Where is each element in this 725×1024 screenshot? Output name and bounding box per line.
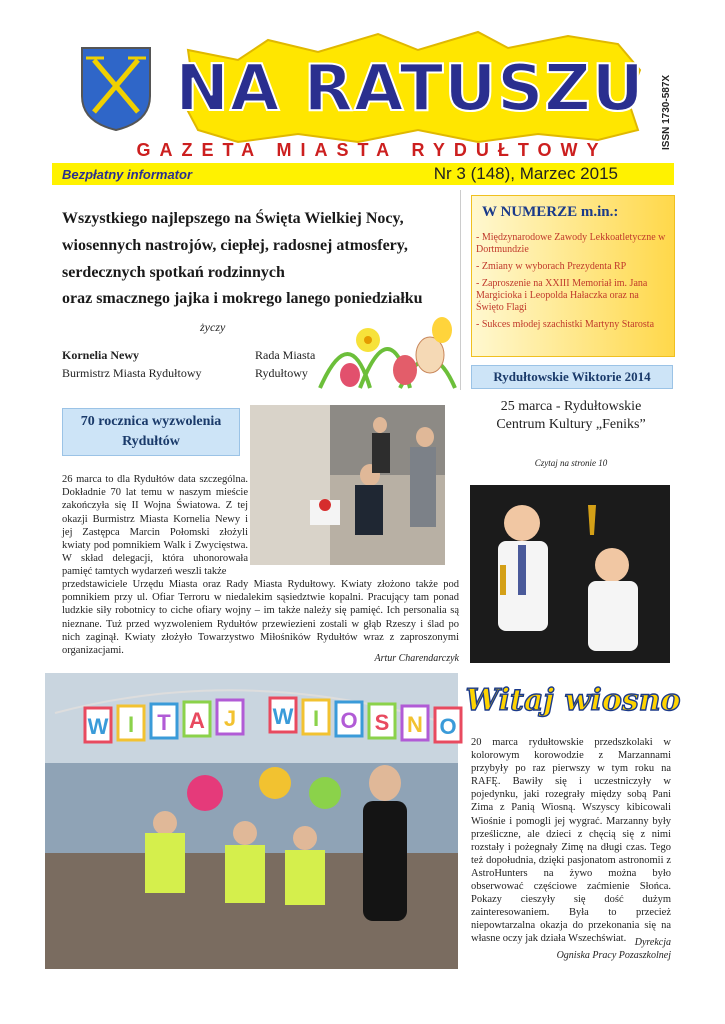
wiktorie-heading: Rydułtowskie Wiktorie 2014	[471, 365, 673, 389]
wiktorie-date-line-2: Centrum Kultury „Feniks”	[496, 417, 646, 432]
greeting-line: Wszystkiego najlepszego na Święta Wielkiej Nocy,	[62, 210, 404, 227]
greeting-line: oraz smacznego jajka i mokrego lanego poniedziałku	[62, 290, 423, 307]
council-line-1: Rada Miasta	[255, 348, 316, 362]
banner-letter: T	[157, 710, 171, 735]
banner-letter: I	[312, 706, 320, 731]
wiktorie-date	[471, 398, 671, 434]
spring-parade-photo	[45, 673, 458, 969]
spring-signature-2: Ogniska Pracy Pozaszkolnej	[556, 950, 671, 961]
read-more-link[interactable]: Czytaj na stronie 10	[534, 458, 608, 468]
council-line-2: Rydułtowy	[255, 366, 308, 380]
greeting-line: serdecznych spotkań rodzinnych	[62, 264, 285, 281]
spring-heading-text: Witaj wiosno	[465, 683, 681, 718]
issn-text: ISSN 1730-587X	[661, 74, 672, 150]
banner-letter: I	[127, 712, 135, 737]
easter-eggs-image	[310, 300, 460, 390]
in-issue-item: - Zmiany w wyborach Prezydenta RP	[476, 261, 627, 272]
signer-role: Burmistrz Miasta Rydułtowy	[62, 366, 202, 380]
anniversary-author: Artur Charendarczyk	[374, 653, 459, 664]
free-label: Bezpłatny informator	[62, 167, 193, 182]
masthead-title: NA RATUSZU	[175, 52, 645, 126]
in-issue-item: - Zaproszenie na XXIII Memoriał im. Jana Margicioka i Leopolda Hałaczka oraz na Święto Flagi	[476, 278, 648, 313]
in-this-issue-box	[471, 195, 675, 357]
wiktorie-date-line-1: 25 marca - Rydułtowskie	[500, 399, 642, 414]
signer-name: Kornelia Newy	[62, 348, 139, 362]
banner-letter: O	[439, 714, 457, 739]
spring-text: 20 marca rydułtowskie przedszkolaki w kolorowym korowodzie z Marzannami przybyły po raz pierwszy w tym roku na RAFĘ. Bawiły się i uczestniczyły w pojedynku, jaki rozegrały między sobą Pani Zima z Panią Wiosną. Wszyscy kibicowali Wiośnie i pomogli jej wygrać. Marzanny były prześliczne, ale dzieci z chęcią się z nimi rozstały i pożegnały Zimę na długi czas. Tego też dopołudnia, dzięki pasjonatom astronomii z AstroHunters na żywo można było obserwować częściowe zaćmienie Słońca. Pokazy cieszyły się dość dużym zainteresowaniem. Była to przecież niepowtarzalna okazja do przekonania się na własne oczy jak działa Wszechświat.	[471, 737, 671, 945]
in-issue-item: - Sukces młodej szachistki Martyny Starosta	[476, 319, 655, 330]
banner-letter: N	[407, 712, 423, 737]
banner-letter: A	[189, 708, 205, 733]
masthead-banner	[175, 30, 645, 148]
anniversary-text-intro: 26 marca to dla Rydułtów data szczególna. Dokładnie 70 lat temu w naszym mieście zakończyła się II Wojna Światowa. Z tej okazji Burmistrz Miasta Kornelia Newy i jej Zastępca Marcin Połomski złożyli kwiaty pod pomnikiem Walk i Zwycięstwa. W skład delegacji, która uhonorowała pamięć tamtych wydarzeń weszli także	[62, 474, 248, 578]
info-bar	[52, 163, 674, 185]
issue-number: Nr 3 (148), Marzec 2015	[433, 164, 618, 183]
banner-letter: W	[272, 704, 294, 729]
anniversary-heading: 70 rocznica wyzwolenia Rydułtów	[62, 408, 240, 456]
city-crest	[80, 46, 152, 132]
banner-letter: W	[87, 714, 109, 739]
in-issue-item: - Międzynarodowe Zawody Lekkoatletyczne w Dortmundzie	[476, 232, 666, 255]
spring-heading	[465, 678, 681, 724]
spring-signature-1: Dyrekcja	[634, 937, 671, 948]
issn-label	[657, 50, 673, 160]
banner-letter: J	[223, 706, 237, 731]
in-issue-heading: W NUMERZE m.in.:	[482, 204, 619, 220]
anniversary-text-body: przedstawiciele Urzędu Miasta oraz Rady Miasta Rydułtowy. Kwiaty złożono także pod pomnikiem przy ul. Ofiar Terroru w niedalekim sąsiedztwie kopalni. Pracujący tam ponad ludzkie siły robotnicy to ciche ofiary wojny – im także należy się pamięć. Ich personalia są nieznane. Tuż przed wyzwoleniem Rydułtów przewiezieni zostali w głąb Rzeszy i ślad po nich zaginął. Kwiaty złożyło Towarzystwo Miłośników Rydułtów wraz z zaproszonymi organizacjami.	[62, 579, 459, 657]
masthead-subtitle: GAZETA MIASTA RYDUŁTOWY	[136, 140, 608, 160]
banner-letter: S	[374, 710, 390, 735]
greeting-wish: życzy	[200, 320, 226, 334]
wreath-laying-photo	[250, 405, 445, 565]
banner-letter: O	[340, 708, 358, 733]
trophy-kids-photo	[470, 485, 670, 663]
greeting-line: wiosennych nastrojów, ciepłej, radosnej atmosfery,	[62, 237, 408, 254]
